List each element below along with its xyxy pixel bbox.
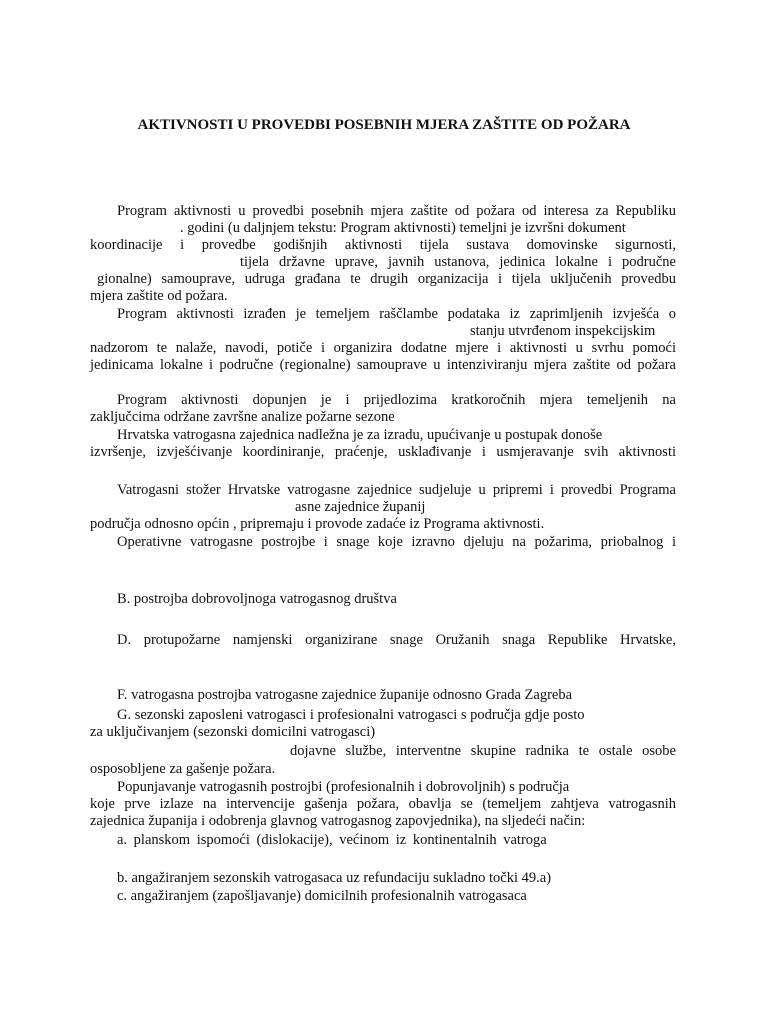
text-line: Program aktivnosti u provedbi posebnih mjera zaštite od požara od interesa za Republiku: [117, 203, 676, 219]
text-line: dojavne službe, interventne skupine radnika te ostale osobe: [290, 743, 676, 759]
text-line: Popunjavanje vatrogasnih postrojbi (profesionalnih i dobrovoljnih) s područja: [117, 779, 570, 795]
text-line: tijela državne uprave, javnih ustanova, jedinica lokalne i područne: [240, 254, 676, 270]
text-line: Program aktivnosti dopunjen je i prijedlozima kratkoročnih mjera temeljenih na: [117, 392, 676, 408]
text-line: a. planskom ispomoći (dislokacije), većinom iz kontinentalnih vatroga: [117, 832, 547, 848]
text-line: c. angažiranjem (zapošljavanje) domicilnih profesionalnih vatrogasaca: [117, 888, 527, 904]
text-line: . godini (u daljnjem tekstu: Program aktivnosti) temeljni je izvršni dokument: [180, 220, 626, 236]
text-line: F. vatrogasna postrojba vatrogasne zajednice županije odnosno Grada Zagreba: [117, 687, 573, 703]
document-title: AKTIVNOSTI U PROVEDBI POSEBNIH MJERA ZAŠTITE OD POŽARA: [137, 117, 631, 133]
text-line: mjera zaštite od požara.: [90, 288, 228, 304]
text-line: jedinicama lokalne i područne (regionalne) samouprave u intenziviranju mjera zaštite od požara: [90, 357, 676, 373]
text-line: D. protupožarne namjenski organizirane snage Oružanih snaga Republike Hrvatske,: [117, 632, 676, 648]
text-line: B. postrojba dobrovoljnoga vatrogasnog društva: [117, 591, 397, 607]
text-line: osposobljene za gašenje požara.: [90, 761, 276, 777]
text-line: gionalne) samouprave, udruga građana te drugih organizacija i tijela uključenih provedbu: [97, 271, 676, 287]
text-line: nadzorom te nalaže, navodi, potiče i organizira dodatne mjere i aktivnosti u svrhu pomoći: [90, 340, 676, 356]
text-line: G. sezonski zaposleni vatrogasci i profesionalni vatrogasci s područja gdje posto: [117, 707, 585, 723]
text-line: Hrvatska vatrogasna zajednica nadležna je za izradu, upućivanje u postupak donoše: [117, 427, 603, 443]
text-line: Operativne vatrogasne postrojbe i snage koje izravno djeluju na požarima, priobalnog i: [117, 534, 676, 550]
text-line: asne zajednice županij: [295, 499, 426, 515]
text-line: Vatrogasni stožer Hrvatske vatrogasne zajednice sudjeluje u pripremi i provedbi Programa: [117, 482, 676, 498]
text-line: zaključcima održane završne analize požarne sezone: [90, 409, 395, 425]
text-line: koje prve izlaze na intervencije gašenja požara, obavlja se (temeljem zahtjeva vatrogasnih: [90, 796, 676, 812]
text-line: Program aktivnosti izrađen je temeljem raščlambe podataka iz zaprimljenih izvješća o: [117, 306, 676, 322]
text-line: zajednica županija i odobrenja glavnog vatrogasnog zapovjednika), na sljedeći način:: [90, 813, 586, 829]
text-line: za uključivanjem (sezonski domicilni vatrogasci): [90, 724, 376, 740]
text-line: b. angažiranjem sezonskih vatrogasaca uz refundaciju sukladno točki 49.a): [117, 870, 552, 886]
text-line: koordinacije i provedbe godišnjih aktivnosti tijela sustava domovinske sigurnosti,: [90, 237, 676, 253]
text-line: izvršenje, izvješćivanje koordiniranje, praćenje, usklađivanje i usmjeravanje svih aktivnosti: [90, 444, 676, 460]
text-line: stanju utvrđenom inspekcijskim: [470, 323, 656, 339]
text-line: područja odnosno općin , pripremaju i provode zadaće iz Programa aktivnosti.: [90, 516, 545, 532]
